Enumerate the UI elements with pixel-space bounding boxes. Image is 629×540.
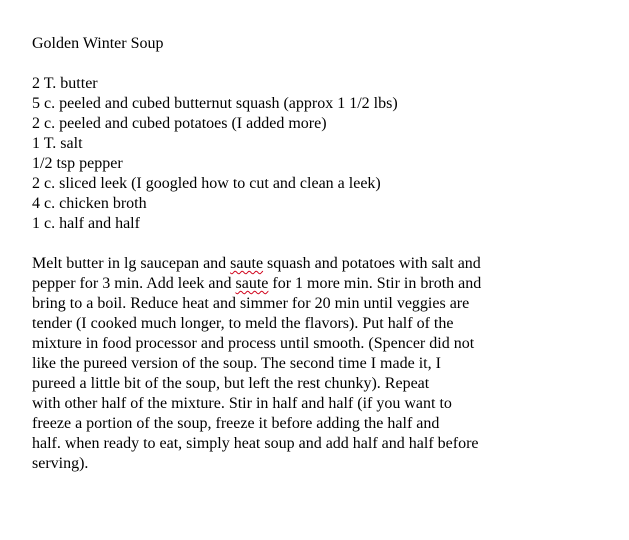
text-span: squash and potatoes with salt and — [263, 255, 481, 272]
misspelled-word[interactable]: saute — [235, 275, 269, 292]
directions-line: pureed a little bit of the soup, but left the rest chunky). Repeat — [32, 375, 430, 392]
directions-line — [32, 254, 612, 274]
recipe-title: Golden Winter Soup — [32, 35, 164, 52]
ingredient-item: 1 c. half and half — [32, 215, 140, 232]
directions-line: with other half of the mixture. Stir in half and half (if you want to — [32, 395, 452, 412]
directions-line: tender (I cooked much longer, to meld the flavors). Put half of the — [32, 315, 454, 332]
directions-line: freeze a portion of the soup, freeze it before adding the half and — [32, 415, 440, 432]
directions-line: mixture in food processor and process until smooth. (Spencer did not — [32, 335, 475, 352]
ingredient-item: 1 T. salt — [32, 135, 83, 152]
directions-paragraph — [32, 254, 612, 474]
ingredient-item: 4 c. chicken broth — [32, 195, 147, 212]
directions-line — [32, 274, 612, 294]
directions-line: serving). — [32, 455, 89, 472]
text-span: for 1 more min. Stir in broth and — [268, 275, 482, 292]
text-span: Melt butter in lg saucepan and — [32, 255, 231, 272]
ingredient-item: 2 T. butter — [32, 75, 98, 92]
ingredient-item: 2 c. peeled and cubed potatoes (I added more) — [32, 115, 327, 132]
ingredient-list — [32, 74, 612, 234]
ingredient-item: 1/2 tsp pepper — [32, 155, 123, 172]
directions-line: half. when ready to eat, simply heat soup and add half and half before — [32, 435, 479, 452]
directions-line: bring to a boil. Reduce heat and simmer for 20 min until veggies are — [32, 295, 470, 312]
ingredient-item: 5 c. peeled and cubed butternut squash (approx 1 1/2 lbs) — [32, 95, 398, 112]
text-span: pepper for 3 min. Add leek and — [32, 275, 236, 292]
ingredient-item: 2 c. sliced leek (I googled how to cut and clean a leek) — [32, 175, 381, 192]
directions-line: like the pureed version of the soup. The second time I made it, I — [32, 355, 441, 372]
document-page — [32, 34, 612, 474]
misspelled-word[interactable]: saute — [230, 255, 264, 272]
